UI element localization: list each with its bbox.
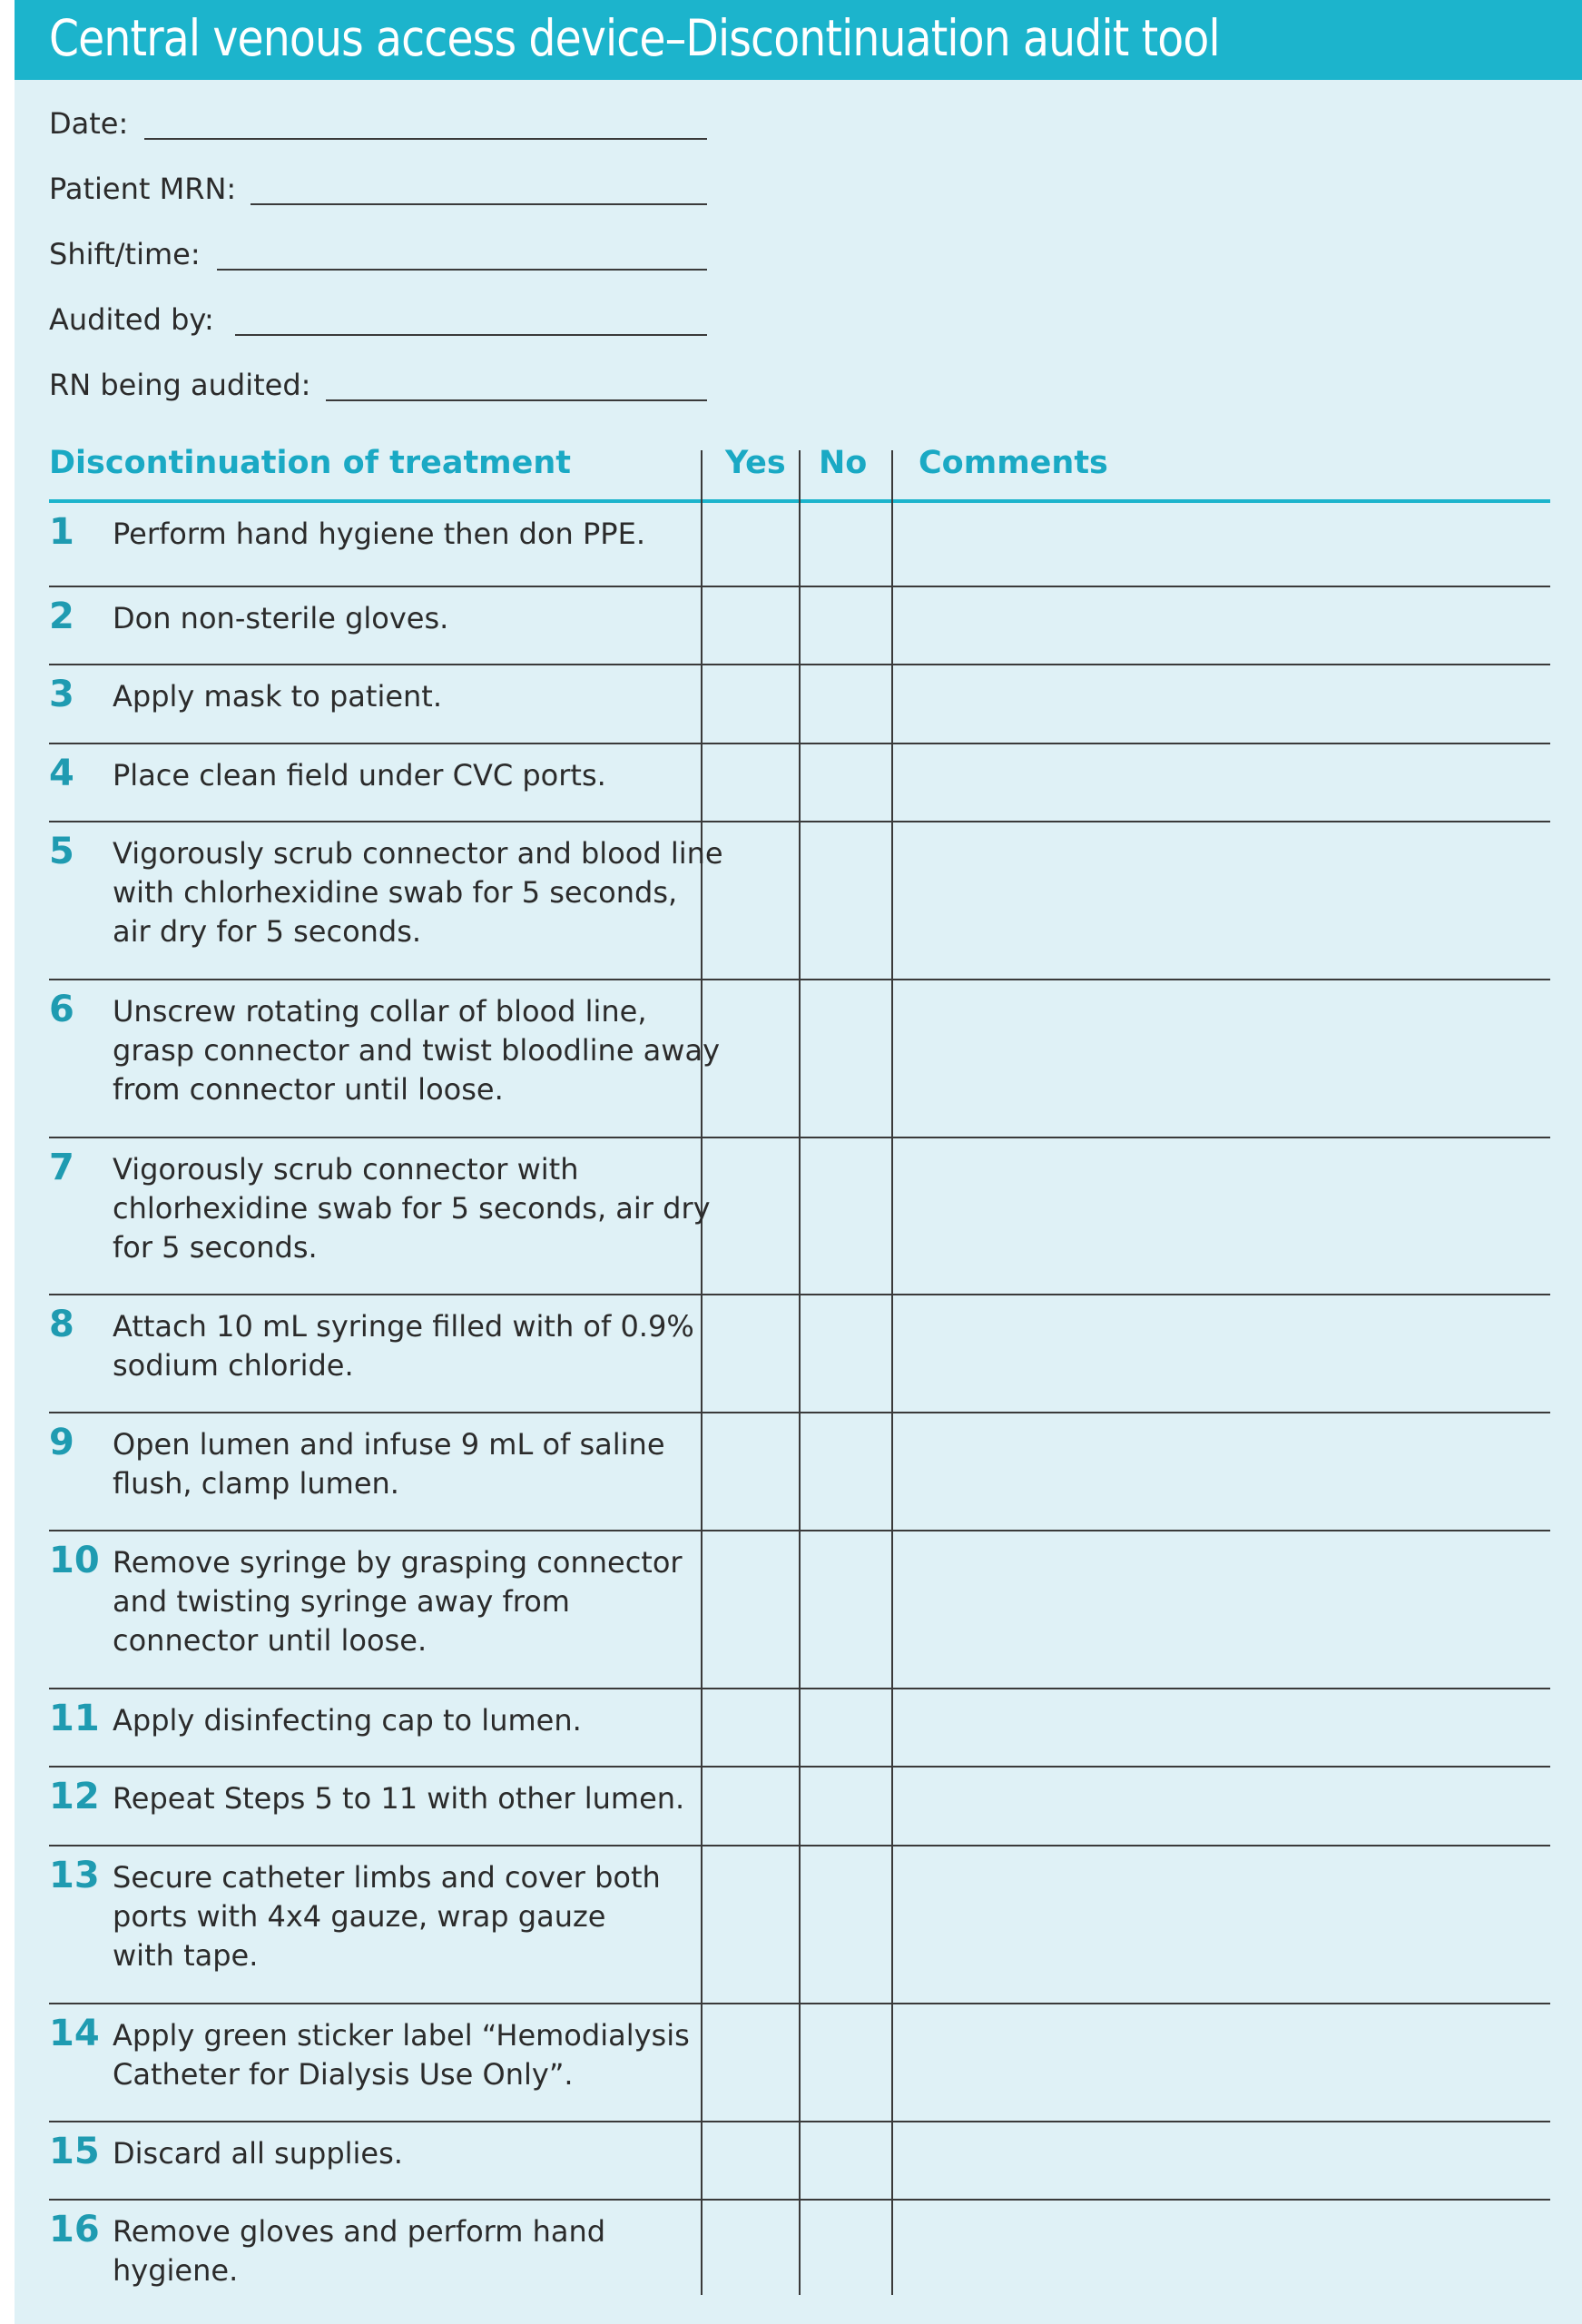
date-line[interactable] [144,138,707,140]
header-no: No [819,445,868,481]
header-yes: Yes [725,445,786,481]
step-text: Apply green sticker label “Hemodialysis Catheter for Dialysis Use Only”. [113,2018,690,2092]
step-number: 4 [49,753,74,794]
step-number: 12 [49,1776,100,1817]
shift-time-label: Shift/time: [49,237,201,271]
step-text: Vigorously scrub connector with chlorhexidine swab for 5 seconds, air dry for 5 seconds. [113,1152,711,1265]
step-text: Perform hand hygiene then don PPE. [113,517,645,551]
table-row [49,1295,1550,1413]
step-number: 3 [49,674,74,715]
step-text: Apply mask to patient. [113,679,443,714]
title-bar [15,0,1582,80]
table-row [49,503,1550,587]
step-text: Unscrew rotating collar of blood line, grasp connector and twist bloodline away from connector until loose. [113,994,720,1107]
header-comments: Comments [919,445,1108,481]
table-row [49,980,1550,1138]
step-number: 6 [49,989,74,1030]
step-text: Apply disinfecting cap to lumen. [113,1703,582,1738]
shift-time-field[interactable] [49,236,707,272]
shift-time-line[interactable] [217,269,707,271]
patient-mrn-label: Patient MRN: [49,172,237,206]
rn-audited-line[interactable] [326,399,707,401]
step-text: Don non-sterile gloves. [113,601,449,635]
step-text: Remove syringe by grasping connector and twisting syringe away from connector until loose. [113,1545,683,1658]
date-field[interactable] [49,105,707,142]
table-row [49,1768,1550,1846]
table-row [49,665,1550,744]
table-row [49,1413,1550,1531]
step-text: Vigorously scrub connector and blood line with chlorhexidine swab for 5 seconds, air dry for 5 seconds. [113,836,723,949]
table-row [49,2004,1550,2122]
table-row [49,2122,1550,2201]
step-text: Remove gloves and perform hand hygiene. [113,2214,606,2288]
step-number: 11 [49,1698,100,1739]
step-text: Discard all supplies. [113,2136,403,2171]
step-number: 9 [49,1422,74,1463]
audited-by-field[interactable] [49,301,707,338]
header-task: Discontinuation of treatment [49,445,572,481]
table-row [49,822,1550,980]
step-text: Open lumen and infuse 9 mL of saline flush, clamp lumen. [113,1427,665,1501]
table-row [49,1531,1550,1689]
table-row [49,744,1550,822]
step-text: Repeat Steps 5 to 11 with other lumen. [113,1781,685,1816]
table-row [49,2201,1550,2297]
patient-mrn-field[interactable] [49,171,707,207]
step-number: 14 [49,2013,100,2054]
table-row [49,1689,1550,1768]
page-title: Central venous access device–Discontinuation audit tool [49,9,1220,67]
audited-by-line[interactable] [235,334,707,336]
audit-sheet [15,0,1582,2324]
step-number: 7 [49,1147,74,1188]
step-number: 5 [49,831,74,872]
audited-by-label: Audited by: [49,302,214,337]
step-number: 13 [49,1855,100,1896]
patient-mrn-line[interactable] [251,203,707,205]
step-number: 10 [49,1540,100,1581]
step-text: Attach 10 mL syringe filled with of 0.9% sodium chloride. [113,1309,694,1383]
table-row [49,587,1550,665]
table-row [49,1138,1550,1295]
step-text: Secure catheter limbs and cover both ports with 4x4 gauze, wrap gauze with tape. [113,1860,661,1973]
step-number: 15 [49,2131,100,2172]
table-row [49,1846,1550,2004]
step-number: 1 [49,511,74,553]
rn-audited-label: RN being audited: [49,368,311,402]
date-label: Date: [49,106,129,141]
step-number: 16 [49,2209,100,2250]
step-number: 8 [49,1304,74,1345]
rn-audited-field[interactable] [49,367,707,403]
step-text: Place clean field under CVC ports. [113,758,606,793]
step-number: 2 [49,596,74,637]
